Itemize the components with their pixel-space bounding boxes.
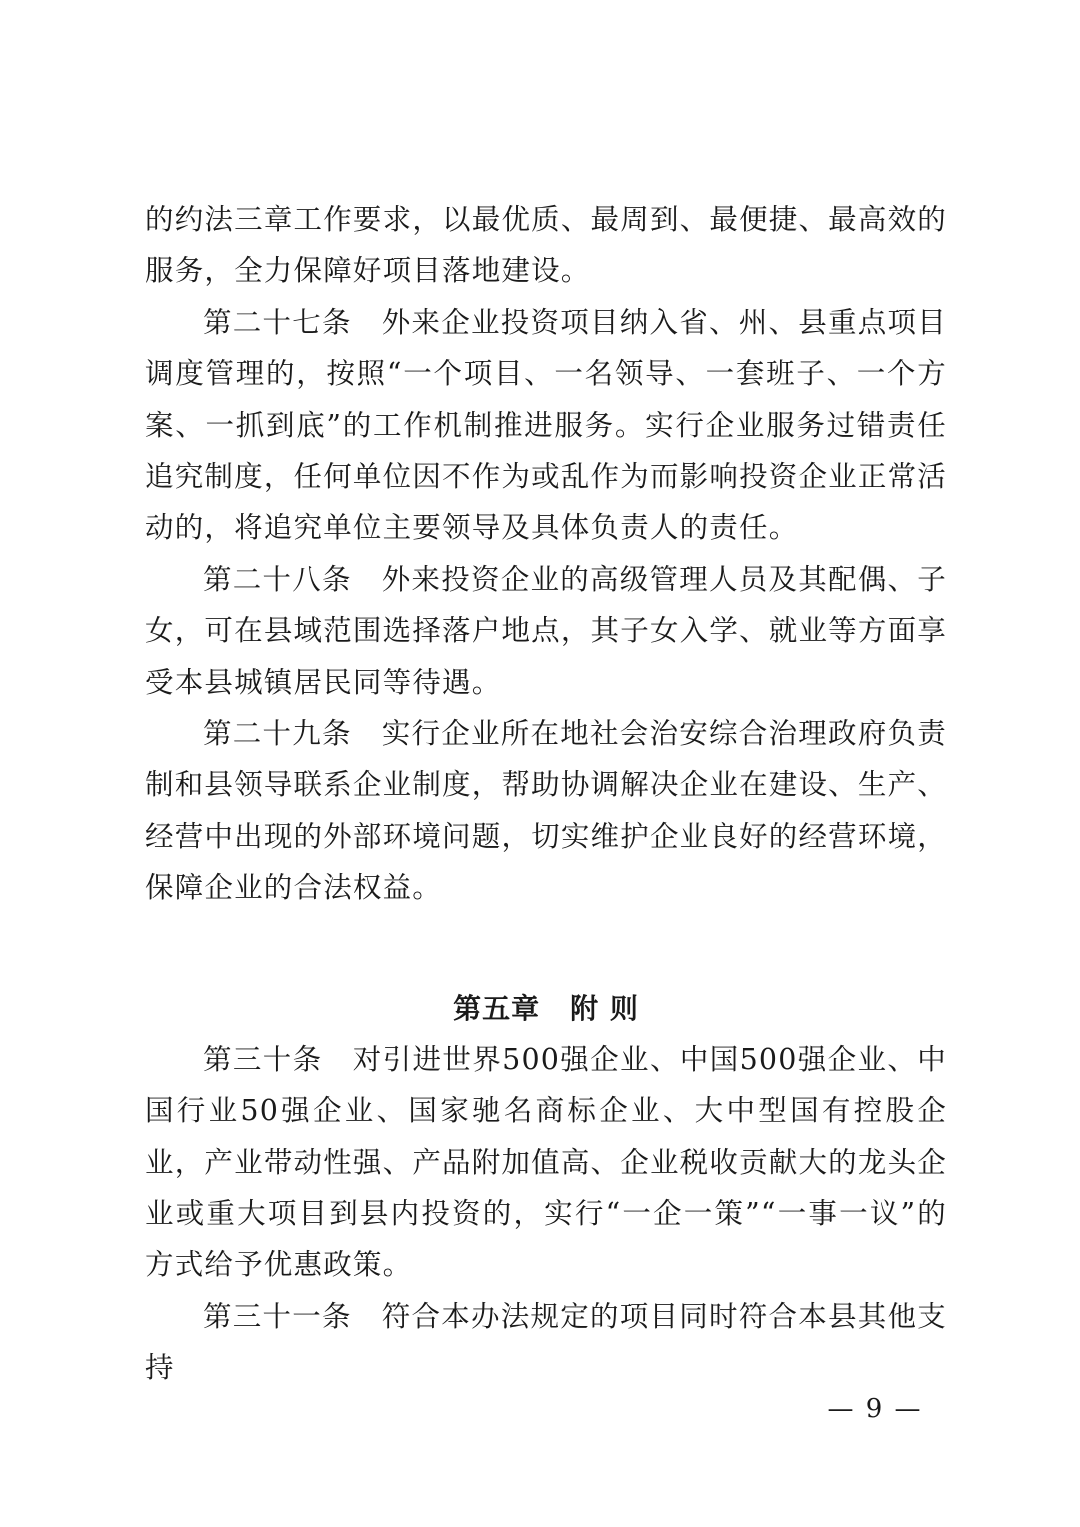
document-body bbox=[145, 194, 947, 1394]
article-text: 外来企业投资项目纳入省、州、县重点项目调度管理的，按照“一个项目、一名领导、一套班子、一个方案、一抓到底”的工作机制推进服务。实行企业服务过错责任追究制度，任何单位因不作为或乱作为而影响投资企业正常活动的，将追究单位主要领导及具体负责人的责任。 bbox=[145, 305, 947, 545]
article-label: 第三十一条 bbox=[203, 1299, 352, 1333]
article-label: 第二十七条 bbox=[203, 305, 352, 339]
continuation-paragraph: 的约法三章工作要求，以最优质、最周到、最便捷、最高效的服务，全力保障好项目落地建设。 bbox=[145, 203, 947, 288]
chapter-title: 附 则 bbox=[570, 991, 639, 1025]
article-text: 外来投资企业的高级管理人员及其配偶、子女，可在县域范围选择落户地点，其子女入学、就业等方面享受本县城镇居民同等待遇。 bbox=[145, 562, 947, 699]
article-27 bbox=[145, 297, 947, 554]
article-28 bbox=[145, 554, 947, 708]
article-label: 第二十八条 bbox=[203, 562, 352, 596]
article-31 bbox=[145, 1291, 947, 1394]
article-label: 第三十条 bbox=[203, 1042, 323, 1076]
article-29 bbox=[145, 708, 947, 914]
article-text: 符合本办法规定的项目同时符合本县其他支持 bbox=[145, 1299, 947, 1385]
page-number: — 9 — bbox=[827, 1394, 923, 1424]
article-text: 实行企业所在地社会治安综合治理政府负责制和县领导联系企业制度，帮助协调解决企业在建设、生产、经营中出现的外部环境问题，切实维护企业良好的经营环境，保障企业的合法权益。 bbox=[145, 717, 947, 905]
article-label: 第二十九条 bbox=[203, 717, 352, 751]
chapter-number: 第五章 bbox=[453, 991, 541, 1025]
chapter-heading bbox=[145, 914, 947, 1034]
article-text: 对引进世界500强企业、中国500强企业、中国行业50强企业、国家驰名商标企业、大中型国有控股企业，产业带动性强、产品附加值高、企业税收贡献大的龙头企业或重大项目到县内投资的，实行“一企一策”“一事一议”的方式给予优惠政策。 bbox=[145, 1042, 947, 1282]
article-30 bbox=[145, 1034, 947, 1291]
